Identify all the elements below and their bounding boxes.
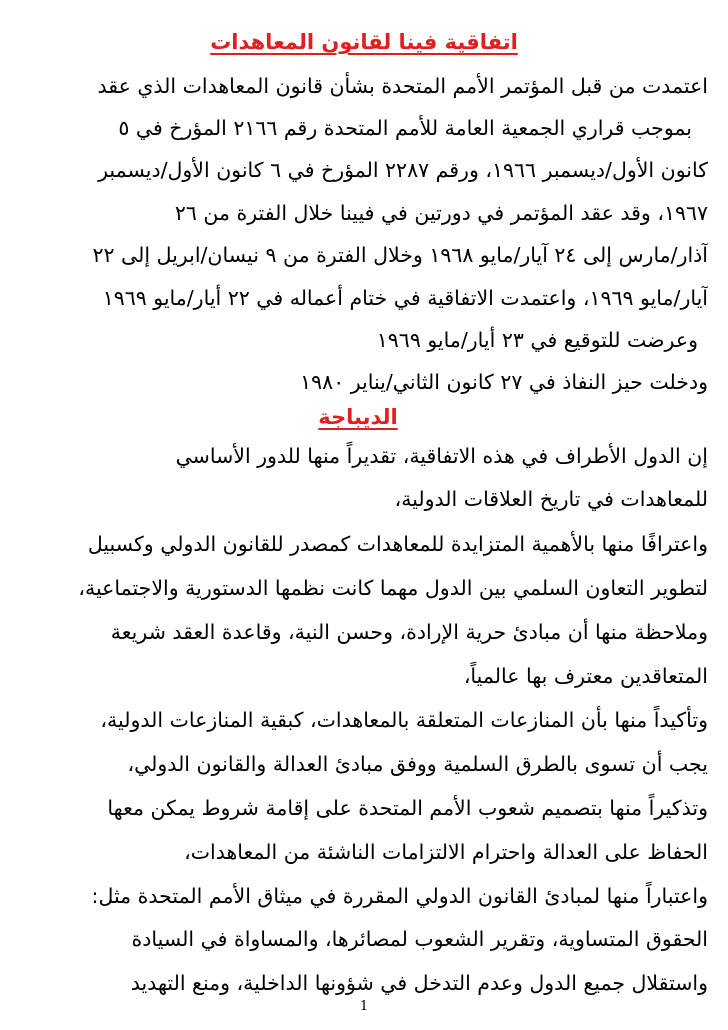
preamble-heading: الديباجة xyxy=(318,405,398,429)
intro-line-4: ١٩٦٧، وقد عقد المؤتمر في دورتين في فيينا خلال الفترة من ٢٦ xyxy=(174,201,708,225)
intro-line-3: كانون الأول/ديسمبر ١٩٦٦، ورقم ٢٢٨٧ المؤرخ في ٦ كانون الأول/ديسمبر xyxy=(98,158,708,182)
preamble-line-1: إن الدول الأطراف في هذه الاتفاقية، تقديراً منها للدور الأساسي xyxy=(175,444,708,468)
preamble-line-5: وملاحظة منها أن مبادئ حرية الإرادة، وحسن النية، وقاعدة العقد شريعة xyxy=(110,620,708,644)
intro-line-6: آيار/مايو ١٩٦٩، واعتمدت الاتفاقية في ختام أعماله في ٢٢ أيار/مايو ١٩٦٩ xyxy=(102,286,708,310)
intro-line-7: وعرضت للتوقيع في ٢٣ أيار/مايو ١٩٦٩ xyxy=(376,328,698,352)
preamble-line-13: واستقلال جميع الدول وعدم التدخل في شؤونها الداخلية، ومنع التهديد xyxy=(130,971,708,995)
preamble-line-6: المتعاقدين معترف بها عالمياً، xyxy=(463,664,708,688)
document-title: اتفاقية فينا لقانون المعاهدات xyxy=(210,30,518,54)
preamble-line-8: يجب أن تسوى بالطرق السلمية ووفق مبادئ العدالة والقانون الدولي، xyxy=(127,752,708,776)
preamble-line-11: واعتباراً منها لمبادئ القانون الدولي المقررة في ميثاق الأمم المتحدة مثل: xyxy=(91,884,708,908)
intro-line-1: اعتمدت من قبل المؤتمر الأمم المتحدة بشأن قانون المعاهدات الذي عقد xyxy=(97,74,708,98)
preamble-line-2: للمعاهدات في تاريخ العلاقات الدولية، xyxy=(394,487,708,511)
intro-line-2: بموجب قراري الجمعية العامة للأمم المتحدة رقم ٢١٦٦ المؤرخ في ٥ xyxy=(118,116,692,140)
preamble-line-9: وتذكيراً منها بتصميم شعوب الأمم المتحدة على إقامة شروط يمكن معها xyxy=(107,796,708,820)
preamble-line-3: واعترافًا منها بالأهمية المتزايدة للمعاهدات كمصدر للقانون الدولي وكسبيل xyxy=(87,532,708,556)
preamble-line-12: الحقوق المتساوية، وتقرير الشعوب لمصائرها، والمساواة في السيادة xyxy=(131,927,708,951)
preamble-line-10: الحفاظ على العدالة واحترام الالتزامات الناشئة من المعاهدات، xyxy=(184,840,708,864)
preamble-line-7: وتأكيداً منها بأن المنازعات المتعلقة بالمعاهدات، كبقية المنازعات الدولية، xyxy=(100,708,708,732)
preamble-line-4: لتطوير التعاون السلمي بين الدول مهما كانت نظمها الدستورية والاجتماعية، xyxy=(78,576,708,600)
page-number: 1 xyxy=(359,999,369,1014)
intro-line-8: ودخلت حيز النفاذ في ٢٧ كانون الثاني/يناير ١٩٨٠ xyxy=(300,370,708,394)
intro-line-5: آذار/مارس إلى ٢٤ آيار/مايو ١٩٦٨ وخلال الفترة من ٩ نيسان/ابريل إلى ٢٢ xyxy=(92,243,708,267)
